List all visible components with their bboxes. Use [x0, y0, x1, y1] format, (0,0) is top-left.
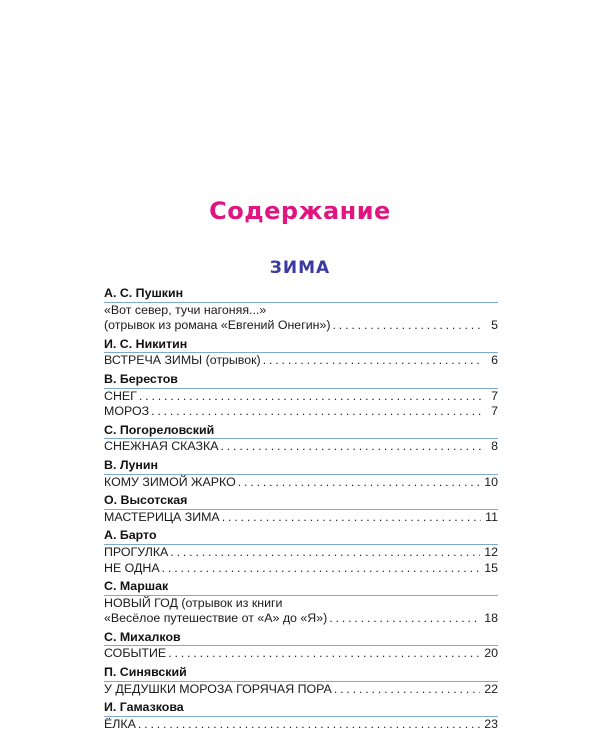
- toc-entry: [104, 404, 498, 420]
- toc-entry-title: (отрывок из романа «Евгений Онегин»): [104, 318, 331, 333]
- toc-page-number: 18: [484, 611, 498, 626]
- toc-author: И. Гамазкова: [104, 700, 184, 715]
- toc-author: В. Берестов: [104, 371, 178, 386]
- toc-entry-title: МОРОЗ: [104, 404, 150, 419]
- toc-entry: [104, 439, 498, 455]
- toc-entry-title: У ДЕДУШКИ МОРОЗА ГОРЯЧАЯ ПОРА: [104, 681, 332, 696]
- toc-entry-title: НЕ ОДНА: [104, 560, 160, 575]
- dot-leader: [151, 404, 482, 420]
- toc-entry-title: ВСТРЕЧА ЗИМЫ (отрывок): [104, 353, 261, 368]
- toc-author: И. С. Никитин: [104, 336, 188, 351]
- dot-leader: [138, 717, 480, 733]
- toc-entry: [104, 475, 498, 491]
- dot-leader: [170, 545, 480, 561]
- toc-page-number: 12: [484, 544, 498, 559]
- toc-entry-title: «Весёлое путешествие от «А» до «Я»): [104, 611, 328, 626]
- dot-leader: [139, 389, 482, 405]
- toc-entry: [104, 510, 498, 526]
- toc-entry: [104, 561, 498, 577]
- toc-entry-title: «Вот север, тучи нагоняя...»: [104, 302, 267, 317]
- section-title: ЗИМА: [269, 258, 331, 278]
- toc-page-number: 23: [484, 716, 498, 731]
- toc-author: П. Синявский: [104, 665, 187, 680]
- toc-entry: [104, 682, 498, 698]
- toc-author: А. Барто: [104, 528, 157, 543]
- dot-leader: [333, 318, 482, 334]
- page-title: Содержание: [209, 197, 391, 225]
- toc-author: О. Высотская: [104, 493, 188, 508]
- toc-page-number: 15: [484, 560, 498, 575]
- toc-author: А. С. Пушкин: [104, 286, 184, 300]
- toc-entry: [104, 318, 498, 334]
- toc-page-number: 7: [491, 404, 498, 419]
- dot-leader: [220, 439, 482, 455]
- toc-page-number: 5: [491, 318, 498, 333]
- toc-page-number: 11: [485, 509, 498, 524]
- toc-entry-title: КОМУ ЗИМОЙ ЖАРКО: [104, 474, 236, 489]
- toc-author: С. Погореловский: [104, 422, 215, 437]
- toc-entry-title: СОБЫТИЕ: [104, 646, 167, 661]
- toc-entry-title: НОВЫЙ ГОД (отрывок из книги: [104, 595, 283, 610]
- toc-page-number: 8: [491, 439, 498, 454]
- toc-entry-title: СНЕЖНАЯ СКАЗКА: [104, 439, 219, 454]
- toc-entry: [104, 389, 498, 405]
- toc-page-number: 6: [491, 353, 498, 368]
- toc-author: С. Маршак: [104, 579, 169, 594]
- dot-leader: [334, 682, 480, 698]
- dot-leader: [162, 561, 481, 577]
- toc-page-number: 7: [491, 388, 498, 403]
- toc-entry: [104, 611, 498, 627]
- toc-entry-title: СНЕГ: [104, 388, 137, 403]
- dot-leader: [263, 353, 482, 369]
- dot-leader: [238, 475, 480, 491]
- table-of-contents: [104, 286, 498, 732]
- toc-entry: [104, 646, 498, 662]
- toc-page-number: 20: [484, 646, 498, 661]
- toc-page-number: 22: [484, 681, 498, 696]
- toc-entry: [104, 717, 498, 733]
- toc-entry-title: МАСТЕРИЦА ЗИМА: [104, 509, 220, 524]
- toc-author: В. Лунин: [104, 457, 159, 472]
- dot-leader: [222, 510, 481, 526]
- toc-author: С. Михалков: [104, 629, 181, 644]
- toc-entry-title: ПРОГУЛКА: [104, 544, 169, 559]
- toc-entry: [104, 353, 498, 369]
- toc-entry: [104, 545, 498, 561]
- toc-page-number: 10: [484, 474, 498, 489]
- dot-leader: [329, 611, 480, 627]
- toc-entry-title: ЁЛКА: [104, 716, 136, 731]
- dot-leader: [168, 646, 480, 662]
